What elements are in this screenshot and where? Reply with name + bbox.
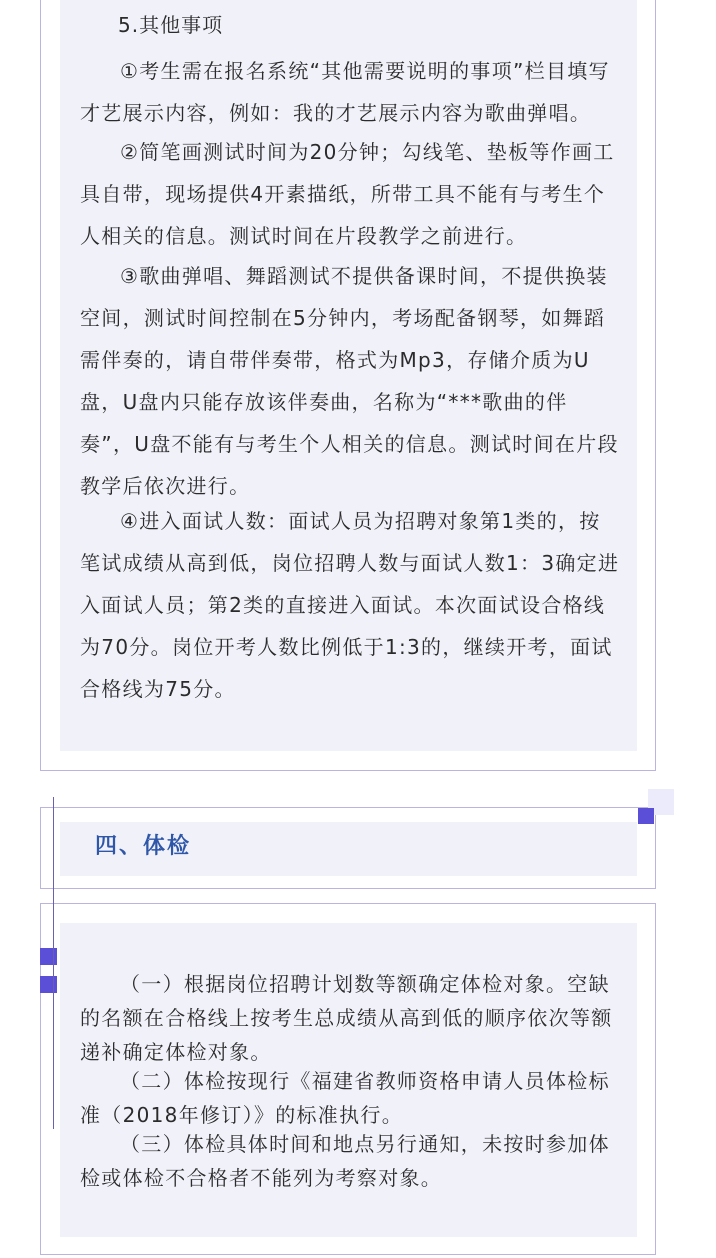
section5-item-2: ②简笔画测试时间为20分钟；勾线笔、垫板等作画工具自带，现场提供4开素描纸，所带工具不能有与考生个人相关的信息。测试时间在片段教学之前进行。 — [80, 140, 615, 248]
accent-square-left-2 — [40, 976, 57, 993]
section5-item-4: ④进入面试人数：面试人员为招聘对象第1类的，按笔试成绩从高到低，岗位招聘人数与面试人数1：3确定进入面试人员；第2类的直接进入面试。本次面试设合格线为70分。岗位开考人数比例低于1:3的，继续开考，面试合格线为75分。 — [80, 509, 620, 701]
decorative-vertical-line — [53, 797, 54, 1129]
section4-item-2: （二）体检按现行《福建省教师资格申请人员体检标准（2018年修订）》的标准执行。 — [80, 1069, 610, 1127]
section4-item-3: （三）体检具体时间和地点另行通知，未按时参加体检或体检不合格者不能列为考察对象。 — [80, 1132, 610, 1190]
accent-square — [638, 808, 654, 824]
section5-item-3: ③歌曲弹唱、舞蹈测试不提供备课时间，不提供换装空间，测试时间控制在5分钟内，考场配备钢琴，如舞蹈需伴奏的，请自带伴奏带，格式为Mp3，存储介质为U盘，U盘内只能存放该伴奏曲，名称为“***歌曲的伴奏”，U盘不能有与考生个人相关的信息。测试时间在片段教学后依次进行。 — [80, 264, 619, 498]
section4-item-1: （一）根据岗位招聘计划数等额确定体检对象。空缺的名额在合格线上按考生总成绩从高到低的顺序依次等额递补确定体检对象。 — [80, 972, 613, 1064]
section5-item-1: ①考生需在报名系统“其他需要说明的事项”栏目填写才艺展示内容，例如：我的才艺展示内容为歌曲弹唱。 — [80, 59, 610, 125]
section5-heading: 5.其他事项 — [118, 13, 224, 37]
accent-square-left-1 — [40, 948, 57, 965]
section4-title: 四、体检 — [95, 834, 192, 859]
